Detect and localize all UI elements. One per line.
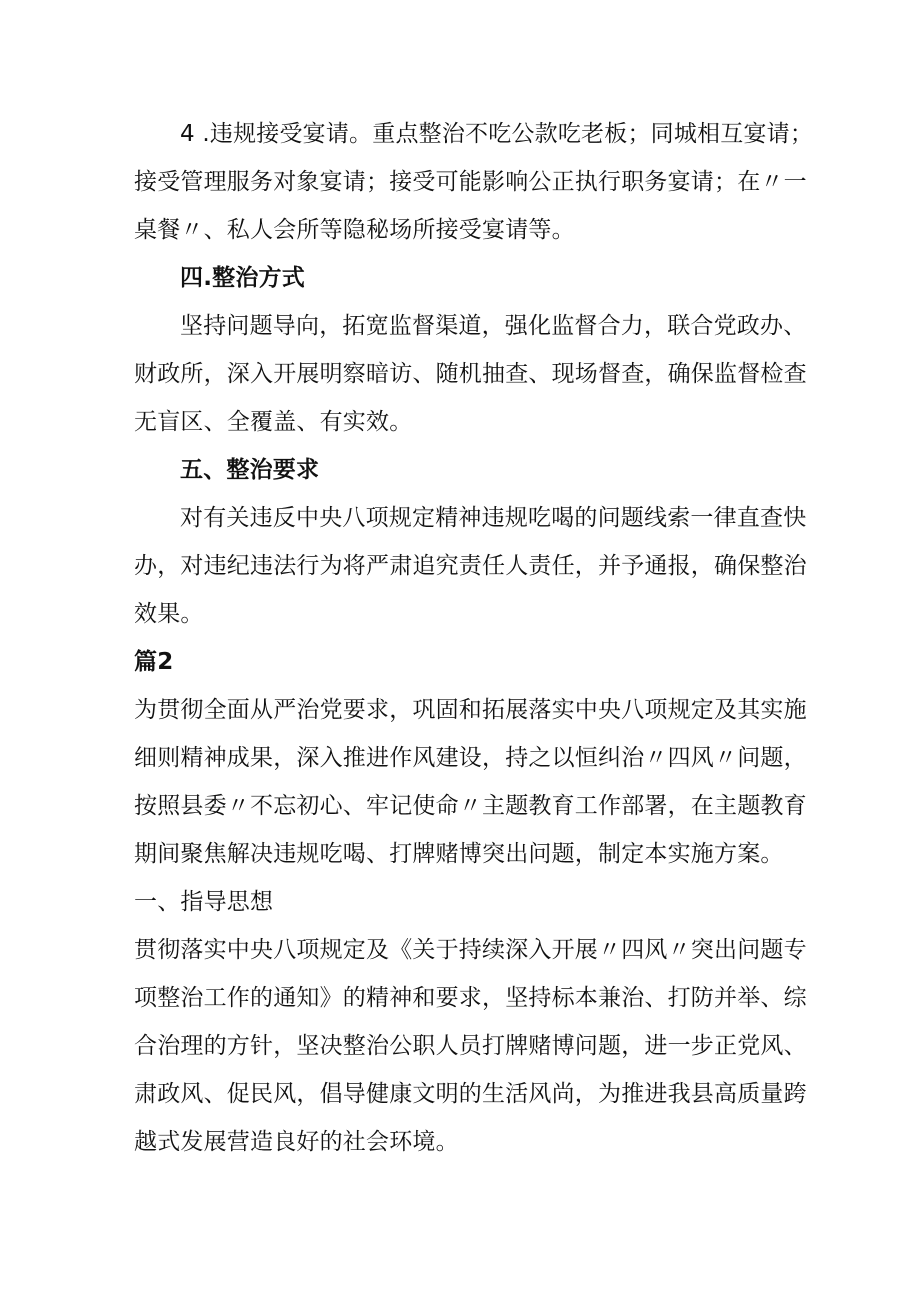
- intro-line-1: 为贯彻全面从严治党要求，巩固和拓展落实中央八项规定及其实施: [134, 697, 807, 723]
- intro-line-4: 期间聚焦解决违规吃喝、打牌赌博突出问题，制定本实施方案。: [134, 841, 784, 867]
- guiding-line-3: 合治理的方针，坚决整治公职人员打牌赌博问题，进一步正党风、: [134, 1033, 807, 1059]
- requirement-line-2: 办，对违纪违法行为将严肃追究责任人责任，并予通报，确保整治: [134, 553, 807, 579]
- section-title-part2: 篇2: [134, 649, 174, 675]
- method-line-3: 无盲区、全覆盖、有实效。: [134, 409, 413, 435]
- guiding-line-1: 贯彻落实中央八项规定及《关于持续深入开展〃四风〃突出问题专: [134, 937, 807, 963]
- method-line-1: 坚持问题导向，拓宽监督渠道，强化监督合力，联合党政办、: [180, 313, 807, 339]
- guiding-line-5: 越式发展营造良好的社会环境。: [134, 1129, 459, 1155]
- guiding-line-2: 项整治工作的通知》的精神和要求，坚持标本兼治、打防并举、综: [134, 985, 807, 1011]
- intro-line-2: 细则精神成果，深入推进作风建设，持之以恒纠治〃四风〃问题，: [134, 745, 807, 771]
- requirement-line-3: 效果。: [134, 601, 204, 627]
- intro-line-3: 按照县委〃不忘初心、牢记使命〃主题教育工作部署，在主题教育: [134, 793, 807, 819]
- method-line-2: 财政所，深入开展明察暗访、随机抽查、现场督查，确保监督检查: [134, 361, 807, 387]
- item4-line-2: 接受管理服务对象宴请；接受可能影响公正执行职务宴请；在〃一: [134, 169, 807, 195]
- item4-line-1: 4 .违规接受宴请。重点整治不吃公款吃老板；同城相互宴请；: [180, 121, 814, 147]
- heading-rectification-method: 四.整治方式: [180, 265, 305, 291]
- heading-guiding-ideology: 一、指导思想: [134, 889, 274, 915]
- guiding-line-4: 肃政风、促民风，倡导健康文明的生活风尚，为推进我县高质量跨: [134, 1081, 807, 1107]
- heading-rectification-requirements: 五、整治要求: [180, 457, 320, 483]
- requirement-line-1: 对有关违反中央八项规定精神违规吃喝的问题线索一律直查快: [180, 505, 807, 531]
- item4-line-3: 桌餐〃、私人会所等隐秘场所接受宴请等。: [134, 217, 575, 243]
